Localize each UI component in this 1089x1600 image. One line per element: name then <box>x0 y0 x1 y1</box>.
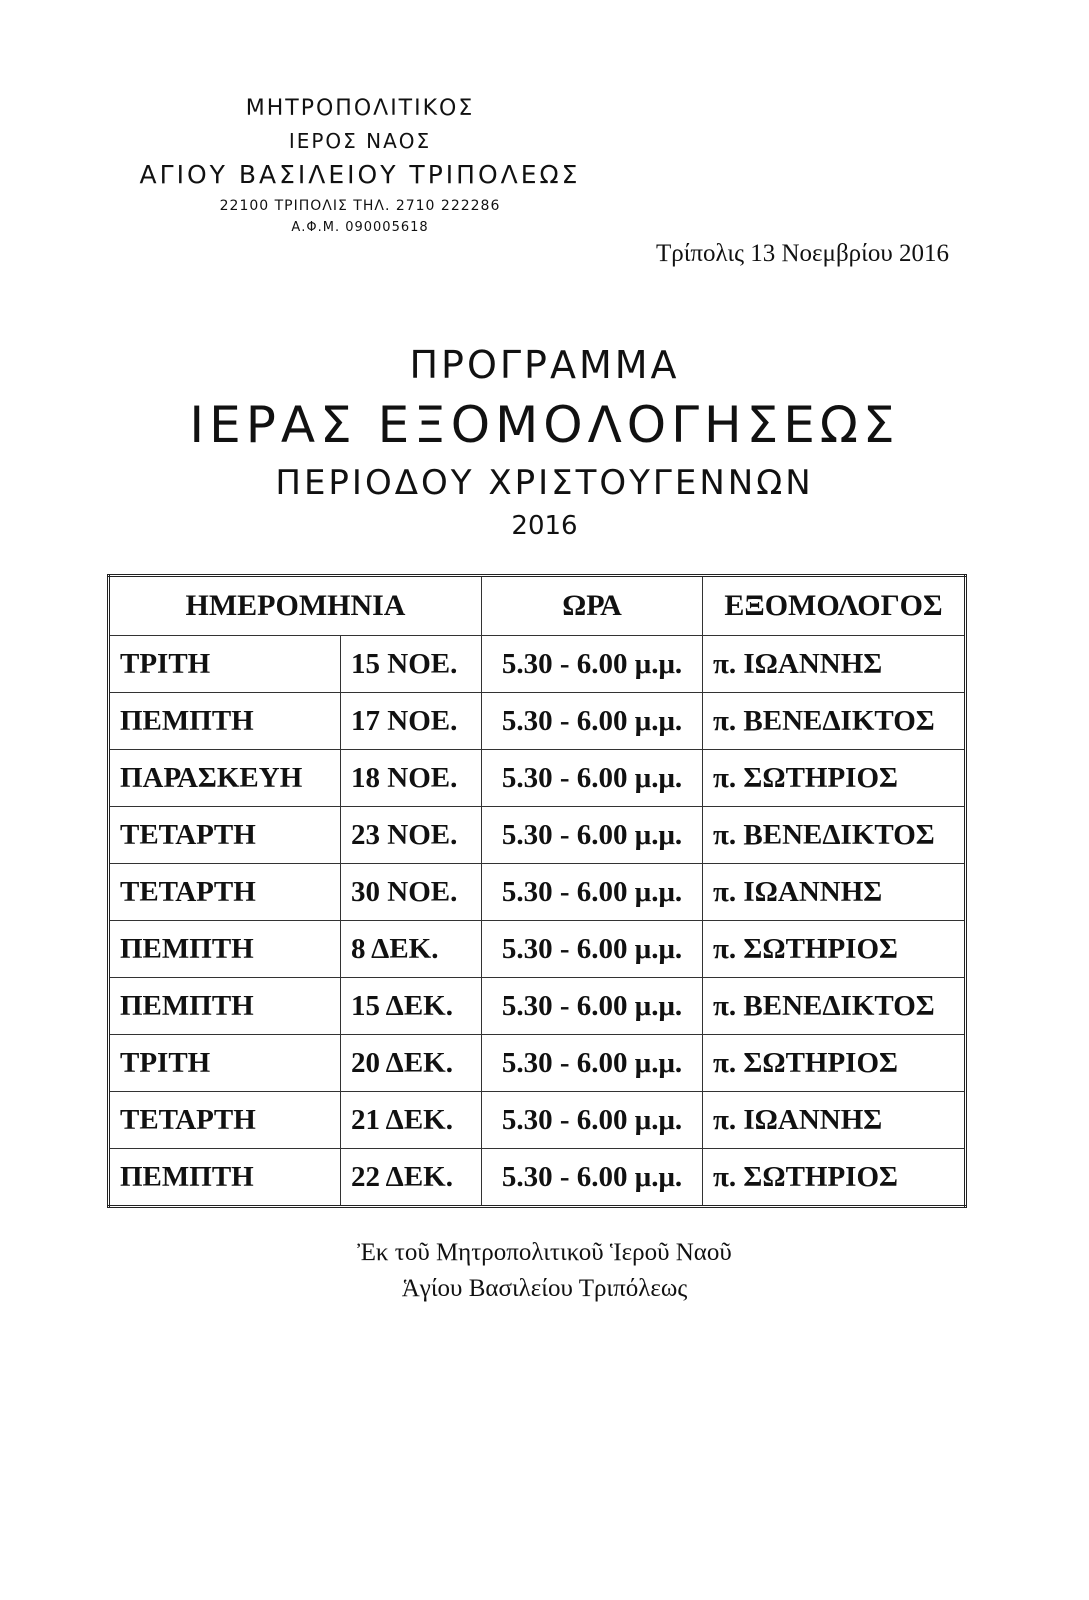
cell-confessor: π. ΒΕΝΕΔΙΚΤΟΣ <box>703 807 966 864</box>
cell-time: 5.30 - 6.00 μ.μ. <box>482 978 703 1035</box>
cell-day: ΠΑΡΑΣΚΕΥΗ <box>109 750 341 807</box>
cell-time: 5.30 - 6.00 μ.μ. <box>482 1092 703 1149</box>
cell-day: ΠΕΜΠΤΗ <box>109 693 341 750</box>
cell-date: 15 ΔΕΚ. <box>341 978 482 1035</box>
header-confessor: ΕΞΟΜΟΛΟΓΟΣ <box>703 576 966 636</box>
cell-confessor: π. ΒΕΝΕΔΙΚΤΟΣ <box>703 693 966 750</box>
letterhead-line-2: ΙΕΡΟΣ ΝΑΟΣ <box>288 129 432 153</box>
cell-time: 5.30 - 6.00 μ.μ. <box>482 1035 703 1092</box>
title-year: 2016 <box>511 511 578 541</box>
cell-confessor: π. ΙΩΑΝΝΗΣ <box>703 636 966 693</box>
cell-confessor: π. ΙΩΑΝΝΗΣ <box>703 864 966 921</box>
document-titles <box>0 338 1089 544</box>
cell-date: 18 ΝΟΕ. <box>341 750 482 807</box>
letterhead <box>110 92 610 238</box>
document-date: Τρίπολις 13 Νοεμβρίου 2016 <box>655 240 949 267</box>
table-row <box>109 1035 966 1092</box>
table-row <box>109 636 966 693</box>
cell-day: ΤΕΤΑΡΤΗ <box>109 864 341 921</box>
cell-day: ΤΕΤΑΡΤΗ <box>109 1092 341 1149</box>
cell-day: ΤΡΙΤΗ <box>109 636 341 693</box>
cell-time: 5.30 - 6.00 μ.μ. <box>482 1149 703 1207</box>
table-row <box>109 864 966 921</box>
footer-line-2: Ἁγίου Βασιλείου Τριπόλεως <box>401 1275 688 1302</box>
letterhead-line-3: ΑΓΙΟΥ ΒΑΣΙΛΕΙΟΥ ΤΡΙΠΟΛΕΩΣ <box>139 160 581 189</box>
cell-time: 5.30 - 6.00 μ.μ. <box>482 921 703 978</box>
table-row <box>109 921 966 978</box>
footer <box>0 1235 1089 1307</box>
schedule-table <box>107 574 967 1208</box>
cell-confessor: π. ΣΩΤΗΡΙΟΣ <box>703 921 966 978</box>
cell-date: 8 ΔΕΚ. <box>341 921 482 978</box>
cell-date: 15 ΝΟΕ. <box>341 636 482 693</box>
cell-day: ΠΕΜΠΤΗ <box>109 921 341 978</box>
title-line-2: ΙΕΡΑΣ ΕΞΟΜΟΛΟΓΗΣΕΩΣ <box>189 396 900 454</box>
cell-confessor: π. ΙΩΑΝΝΗΣ <box>703 1092 966 1149</box>
cell-time: 5.30 - 6.00 μ.μ. <box>482 750 703 807</box>
cell-date: 22 ΔΕΚ. <box>341 1149 482 1207</box>
cell-time: 5.30 - 6.00 μ.μ. <box>482 807 703 864</box>
cell-time: 5.30 - 6.00 μ.μ. <box>482 693 703 750</box>
cell-confessor: π. ΣΩΤΗΡΙΟΣ <box>703 750 966 807</box>
cell-date: 21 ΔΕΚ. <box>341 1092 482 1149</box>
cell-day: ΤΕΤΑΡΤΗ <box>109 807 341 864</box>
letterhead-tax-id: Α.Φ.Μ. 090005618 <box>291 220 429 235</box>
cell-confessor: π. ΣΩΤΗΡΙΟΣ <box>703 1149 966 1207</box>
cell-time: 5.30 - 6.00 μ.μ. <box>482 636 703 693</box>
table-row <box>109 978 966 1035</box>
table-row <box>109 750 966 807</box>
cell-date: 17 ΝΟΕ. <box>341 693 482 750</box>
footer-line-1: Ἐκ τοῦ Μητροπολιτικοῦ Ἱεροῦ Ναοῦ <box>357 1239 732 1266</box>
table-row <box>109 1092 966 1149</box>
cell-date: 30 ΝΟΕ. <box>341 864 482 921</box>
cell-day: ΤΡΙΤΗ <box>109 1035 341 1092</box>
cell-time: 5.30 - 6.00 μ.μ. <box>482 864 703 921</box>
table-row <box>109 693 966 750</box>
header-date: ΗΜΕΡΟΜΗΝΙΑ <box>109 576 482 636</box>
cell-date: 23 ΝΟΕ. <box>341 807 482 864</box>
title-line-1: ΠΡΟΓΡΑΜΜΑ <box>409 343 680 387</box>
cell-confessor: π. ΣΩΤΗΡΙΟΣ <box>703 1035 966 1092</box>
letterhead-line-1: ΜΗΤΡΟΠΟΛΙΤΙΚΟΣ <box>245 96 475 121</box>
cell-day: ΠΕΜΠΤΗ <box>109 978 341 1035</box>
cell-confessor: π. ΒΕΝΕΔΙΚΤΟΣ <box>703 978 966 1035</box>
header-time: ΩΡΑ <box>482 576 703 636</box>
table-row <box>109 807 966 864</box>
title-line-3: ΠΕΡΙΟΔΟΥ ΧΡΙΣΤΟΥΓΕΝΝΩΝ <box>275 463 814 503</box>
table-header-row <box>109 576 966 636</box>
letterhead-address: 22100 ΤΡΙΠΟΛΙΣ ΤΗΛ. 2710 222286 <box>219 198 501 214</box>
table-row <box>109 1149 966 1207</box>
cell-date: 20 ΔΕΚ. <box>341 1035 482 1092</box>
cell-day: ΠΕΜΠΤΗ <box>109 1149 341 1207</box>
